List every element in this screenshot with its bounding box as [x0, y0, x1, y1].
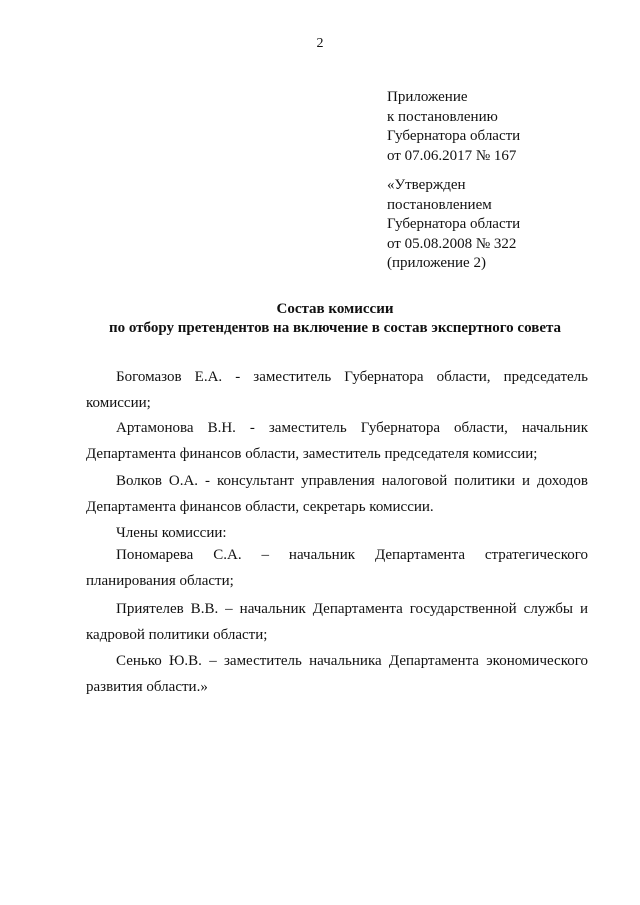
paragraph-first-line: Приятелев В.В. – начальник Департамента государственной службы и	[116, 601, 588, 617]
paragraph-continuation-line: развития области.»	[86, 679, 208, 695]
member-paragraph-bogomazov	[86, 364, 588, 416]
appendix-line: Губернатора области	[387, 128, 521, 144]
page-number: 2	[316, 36, 324, 51]
paragraph-first-line: Пономарева С.А. – начальник Департамента стратегического	[116, 547, 588, 563]
paragraph-continuation-line: кадровой политики области;	[86, 627, 268, 643]
approved-line: (приложение 2)	[387, 255, 486, 271]
paragraph-continuation-line: планирования области;	[86, 573, 234, 589]
approved-line: постановлением	[387, 196, 492, 213]
document-title	[0, 300, 640, 338]
title-line-2: по отбору претендентов на включение в состав экспертного совета	[108, 320, 562, 336]
appendix-line: от 07.06.2017 № 167	[387, 147, 517, 164]
member-paragraph-volkov	[86, 468, 588, 520]
paragraph-continuation-line: комиссии;	[86, 395, 151, 411]
member-paragraph-priyatelev	[86, 596, 588, 648]
paragraph-first-line: Богомазов Е.А. - заместитель Губернатора области, председатель	[116, 369, 588, 385]
paragraph-first-line: Артамонова В.Н. - заместитель Губернатора области, начальник	[116, 420, 588, 436]
member-paragraph-ponomareva	[86, 542, 588, 594]
paragraph-continuation-line: Департамента финансов области, заместитель председателя комиссии;	[86, 446, 538, 462]
paragraph-continuation-line: Департамента финансов области, секретарь комиссии.	[86, 499, 434, 515]
approved-line: «Утвержден	[387, 177, 466, 193]
member-paragraph-artamonova	[86, 415, 588, 467]
approved-block	[387, 176, 587, 274]
members-heading-text: Члены комиссии:	[116, 525, 227, 541]
paragraph-first-line: Сенько Ю.В. – заместитель начальника Департамента экономического	[116, 653, 588, 669]
appendix-line: Приложение	[387, 89, 468, 105]
approved-line: от 05.08.2008 № 322	[387, 235, 517, 252]
appendix-line: к постановлению	[387, 108, 498, 125]
title-line-1: Состав комиссии	[276, 301, 394, 317]
member-paragraph-senko	[86, 648, 588, 700]
paragraph-first-line: Волков О.А. - консультант управления налоговой политики и доходов	[116, 473, 588, 489]
approved-line: Губернатора области	[387, 216, 521, 232]
appendix-block	[387, 88, 587, 166]
